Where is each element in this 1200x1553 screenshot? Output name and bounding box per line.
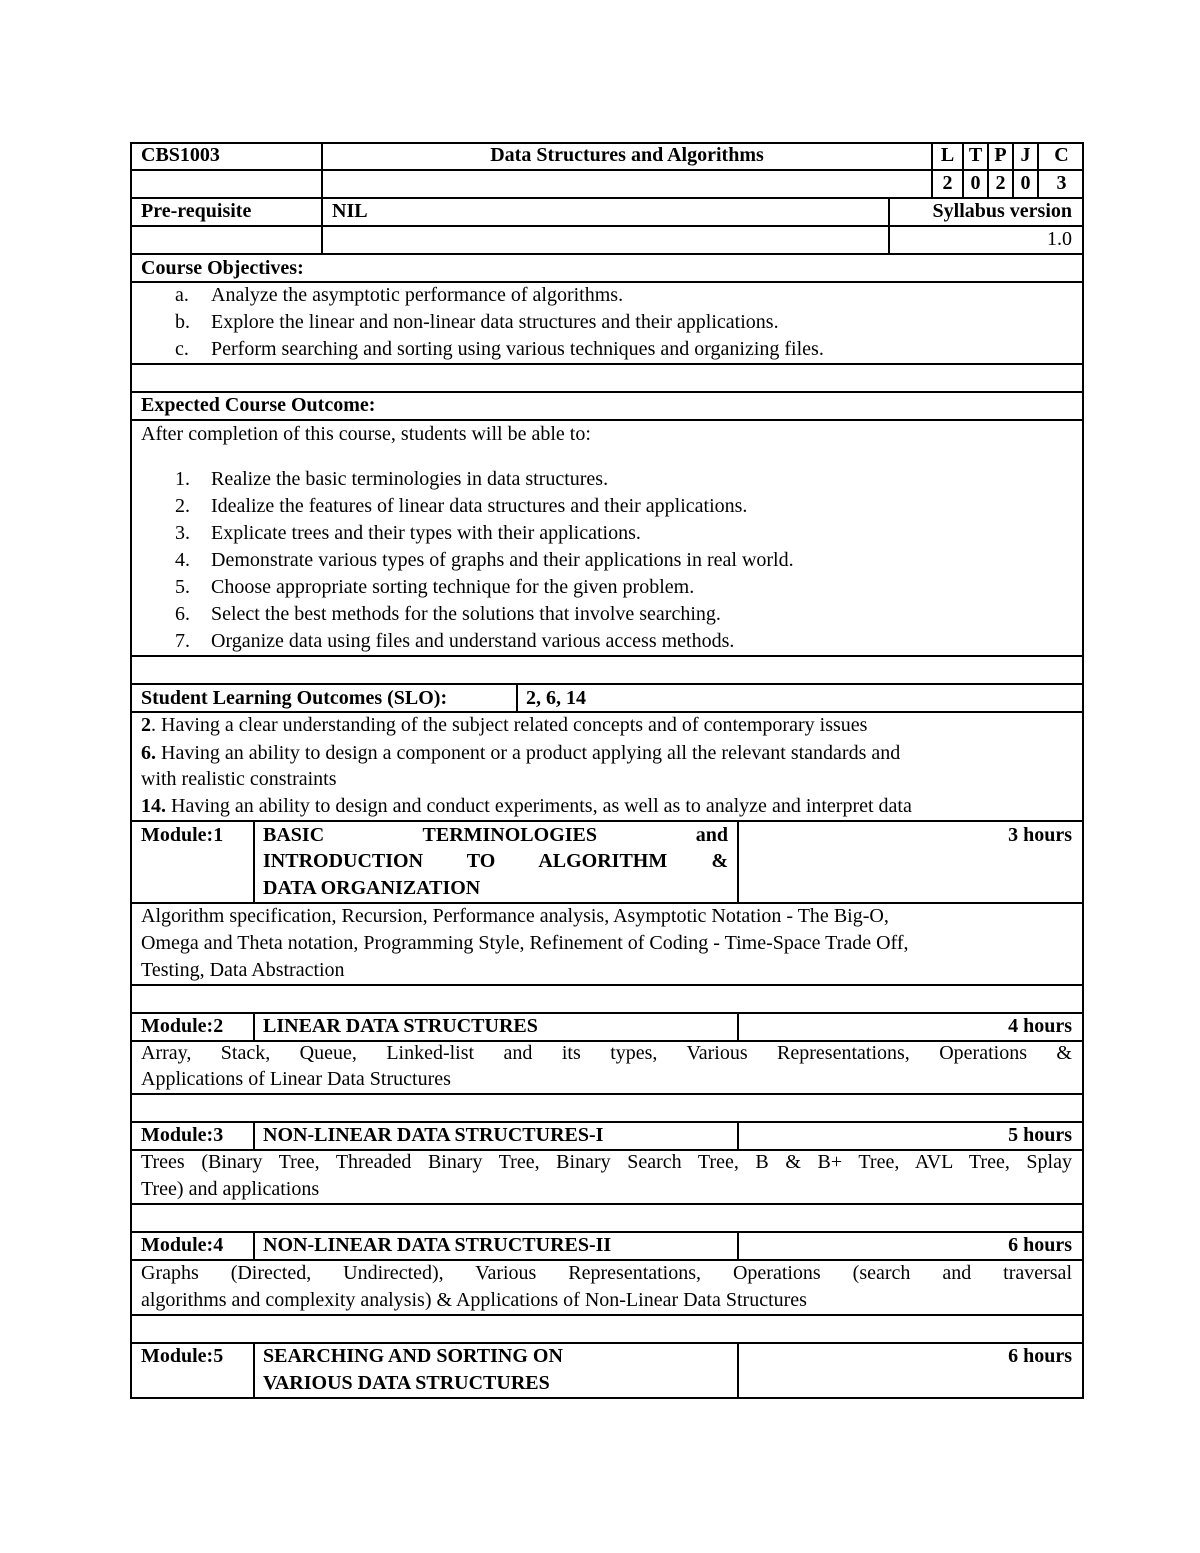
module-hours: 5 hours: [1008, 1124, 1072, 1146]
row-divider: [130, 984, 1084, 986]
row-divider: [130, 1314, 1084, 1316]
module-title: SEARCHING AND SORTING ON: [263, 1345, 563, 1367]
course-code: CBS1003: [141, 144, 220, 166]
module-content: Testing, Data Abstraction: [141, 959, 345, 981]
prereq-label: Pre-requisite: [141, 200, 252, 222]
slo-item: [141, 793, 912, 820]
outcome-text: Explicate trees and their types with their applications.: [211, 522, 641, 544]
outcome-marker: 4.: [175, 549, 190, 571]
col-divider: [253, 1231, 255, 1259]
outcome-text: Realize the basic terminologies in data structures.: [211, 468, 609, 490]
outcome-marker: 7.: [175, 630, 190, 652]
module-content: Algorithm specification, Recursion, Performance analysis, Asymptotic Notation - The Big-O,: [141, 905, 889, 927]
ltpjc-value-l: 2: [942, 172, 953, 194]
col-divider: [737, 1231, 739, 1259]
module-title: VARIOUS DATA STRUCTURES: [263, 1372, 550, 1394]
ltpjc-value-p: 2: [995, 172, 1006, 194]
slo-item-text: Having an ability to design and conduct experiments, as well as to analyze and interpret data: [166, 795, 912, 817]
module-content: Tree) and applications: [141, 1178, 320, 1200]
module-title: LINEAR DATA STRUCTURES: [263, 1015, 538, 1037]
ltpjc-value-t: 0: [970, 172, 981, 194]
outcome-text: Choose appropriate sorting technique for the given problem.: [211, 576, 695, 598]
objective-marker: a.: [175, 284, 189, 306]
module-title: NON-LINEAR DATA STRUCTURES-I: [263, 1124, 604, 1146]
module-title: INTRODUCTION TO ALGORITHM &: [263, 850, 728, 872]
module-content: Graphs (Directed, Undirected), Various Representations, Operations (search and traversal: [141, 1262, 1072, 1284]
module-hours: 3 hours: [1008, 824, 1072, 846]
slo-item-number: 14.: [141, 795, 166, 817]
ltpjc-value-c: 3: [1056, 172, 1067, 194]
outcome-marker: 3.: [175, 522, 190, 544]
module-hours: 6 hours: [1008, 1345, 1072, 1367]
objectives-heading: Course Objectives:: [141, 257, 304, 279]
outcome-marker: 2.: [175, 495, 190, 517]
module-title: BASIC TERMINOLOGIES and: [263, 824, 728, 846]
outcomes-heading: Expected Course Outcome:: [141, 394, 376, 416]
module-hours: 6 hours: [1008, 1234, 1072, 1256]
module-label: Module:3: [141, 1124, 224, 1146]
slo-item: [141, 766, 337, 793]
slo-item: [141, 712, 867, 739]
module-content: Applications of Linear Data Structures: [141, 1068, 451, 1090]
slo-value: 2, 6, 14: [526, 687, 586, 709]
row-divider: [130, 655, 1084, 657]
row-divider: [130, 363, 1084, 365]
outcome-text: Select the best methods for the solutions that involve searching.: [211, 603, 721, 625]
module-content: Trees (Binary Tree, Threaded Binary Tree, Binary Search Tree, B & B+ Tree, AVL Tree, Splay: [141, 1151, 1072, 1173]
outcome-text: Demonstrate various types of graphs and their applications in real world.: [211, 549, 794, 571]
module-hours: 4 hours: [1008, 1015, 1072, 1037]
col-divider: [253, 1342, 255, 1399]
slo-item-text: . Having a clear understanding of the subject related concepts and of contemporary issues: [151, 714, 868, 736]
outcome-text: Idealize the features of linear data structures and their applications.: [211, 495, 748, 517]
ltpjc-value-j: 0: [1020, 172, 1031, 194]
col-divider: [253, 1121, 255, 1149]
ltpjc-label-j: J: [1020, 144, 1031, 166]
col-divider: [737, 1012, 739, 1040]
slo-item-number: 2: [141, 714, 151, 736]
objective-text: Analyze the asymptotic performance of algorithms.: [211, 284, 624, 306]
outcome-marker: 5.: [175, 576, 190, 598]
col-divider: [253, 1012, 255, 1040]
course-title: Data Structures and Algorithms: [490, 144, 764, 166]
outcome-marker: 6.: [175, 603, 190, 625]
module-title: DATA ORGANIZATION: [263, 877, 481, 899]
module-content: Array, Stack, Queue, Linked-list and its types, Various Representations, Operations &: [141, 1042, 1072, 1064]
outcomes-intro: After completion of this course, students will be able to:: [141, 423, 591, 445]
col-divider: [516, 683, 518, 711]
slo-item-number: 6.: [141, 742, 156, 764]
ltpjc-label-l: L: [940, 144, 955, 166]
col-divider: [253, 820, 255, 902]
module-label: Module:4: [141, 1234, 224, 1256]
slo-label: Student Learning Outcomes (SLO):: [141, 687, 448, 709]
outcome-text: Organize data using files and understand various access methods.: [211, 630, 735, 652]
module-content: algorithms and complexity analysis) & Applications of Non-Linear Data Structures: [141, 1289, 807, 1311]
objective-text: Perform searching and sorting using various techniques and organizing files.: [211, 338, 824, 360]
ltpjc-label-c: C: [1054, 144, 1069, 166]
outcome-marker: 1.: [175, 468, 190, 490]
slo-item-text: with realistic constraints: [141, 768, 337, 790]
module-label: Module:2: [141, 1015, 224, 1037]
module-title: NON-LINEAR DATA STRUCTURES-II: [263, 1234, 612, 1256]
syllabus-version-label: Syllabus version: [932, 200, 1072, 222]
module-label: Module:5: [141, 1345, 224, 1367]
objective-marker: b.: [175, 311, 190, 333]
slo-item-text: Having an ability to design a component or a product applying all the relevant standards and: [156, 742, 901, 764]
col-divider: [737, 1342, 739, 1399]
objective-marker: c.: [175, 338, 189, 360]
slo-item: [141, 740, 900, 767]
row-divider: [130, 1203, 1084, 1205]
module-label: Module:1: [141, 824, 224, 846]
col-divider: [737, 1121, 739, 1149]
ltpjc-label-t: T: [968, 144, 983, 166]
objective-text: Explore the linear and non-linear data structures and their applications.: [211, 311, 779, 333]
col-divider: [737, 820, 739, 902]
row-divider: [130, 1093, 1084, 1095]
syllabus-version-value: 1.0: [1047, 228, 1072, 250]
module-content: Omega and Theta notation, Programming Style, Refinement of Coding - Time-Space Trade Off,: [141, 932, 909, 954]
ltpjc-label-p: P: [994, 144, 1007, 166]
prereq-value: NIL: [332, 200, 368, 222]
